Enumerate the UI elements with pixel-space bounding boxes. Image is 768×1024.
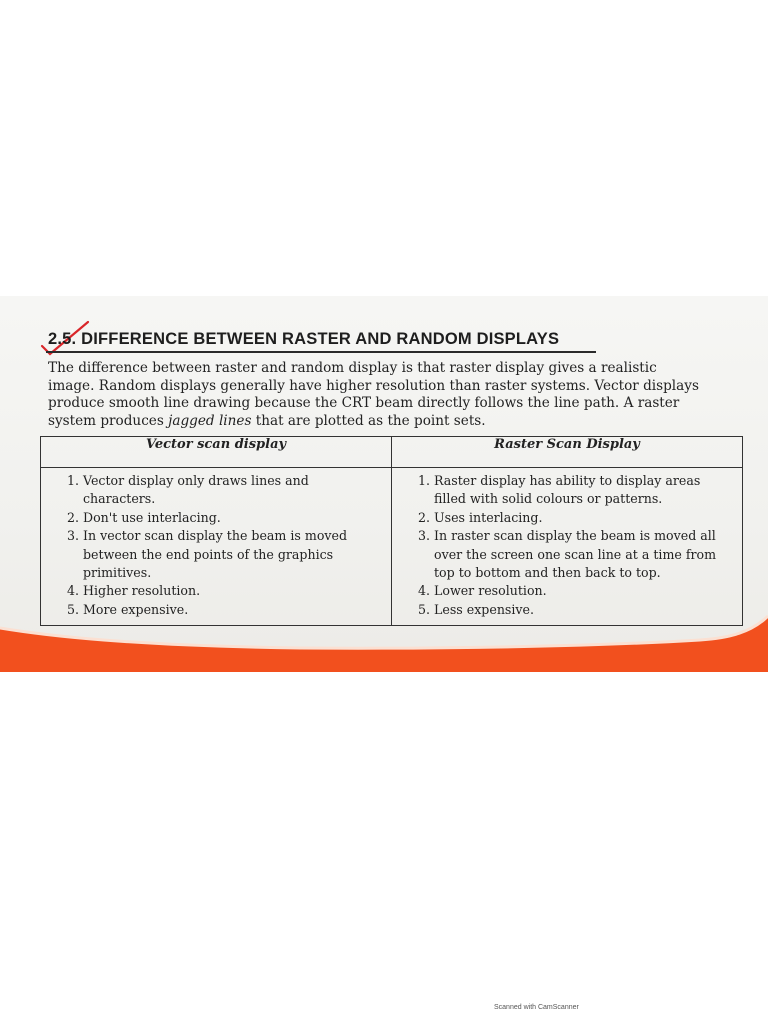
paragraph-line: The difference between raster and random display is that raster display gives a realistic (48, 360, 657, 376)
section-heading (48, 330, 608, 349)
list-item: 4. Higher resolution. (83, 582, 383, 600)
comparison-table (40, 436, 743, 626)
column-header-raster: Raster Scan Display (392, 437, 743, 468)
list-item: 3. In raster scan display the beam is moved all over the screen one scan line at a time from top to bottom and then back to top. (434, 527, 734, 582)
section-number: 2.5. (48, 330, 77, 348)
list-item: 5. Less expensive. (434, 601, 734, 619)
paragraph-text: that are plotted as the point sets. (251, 412, 486, 429)
list-item: 2. Uses interlacing. (434, 509, 734, 527)
list-item: 1. Vector display only draws lines and characters. (83, 472, 383, 509)
paragraph-line (48, 413, 754, 431)
paragraph-text: system produces (48, 412, 169, 429)
scanner-watermark: Scanned with CamScanner (494, 1004, 579, 1011)
vector-points-list (51, 472, 383, 619)
raster-cell (392, 468, 743, 626)
list-item: 1. Raster display has ability to display areas filled with solid colours or patterns. (434, 472, 734, 509)
raster-points-list (402, 472, 734, 619)
list-item: 3. In vector scan display the beam is moved between the end points of the graphics primitives. (83, 527, 383, 582)
intro-paragraph (48, 360, 754, 430)
paragraph-line: image. Random displays generally have higher resolution than raster systems. Vector displays (48, 377, 699, 394)
list-item: 4. Lower resolution. (434, 582, 734, 600)
column-header-vector: Vector scan display (41, 437, 392, 468)
paragraph-line: produce smooth line drawing because the CRT beam directly follows the line path. A raster (48, 395, 680, 412)
list-item: 5. More expensive. (83, 601, 383, 619)
paragraph-emphasis: jagged lines (168, 412, 252, 429)
section-title: DIFFERENCE BETWEEN RASTER AND RANDOM DISPLAYS (81, 330, 560, 348)
heading-underline (46, 351, 596, 353)
vector-cell (41, 468, 392, 626)
list-item: 2. Don't use interlacing. (83, 509, 383, 527)
